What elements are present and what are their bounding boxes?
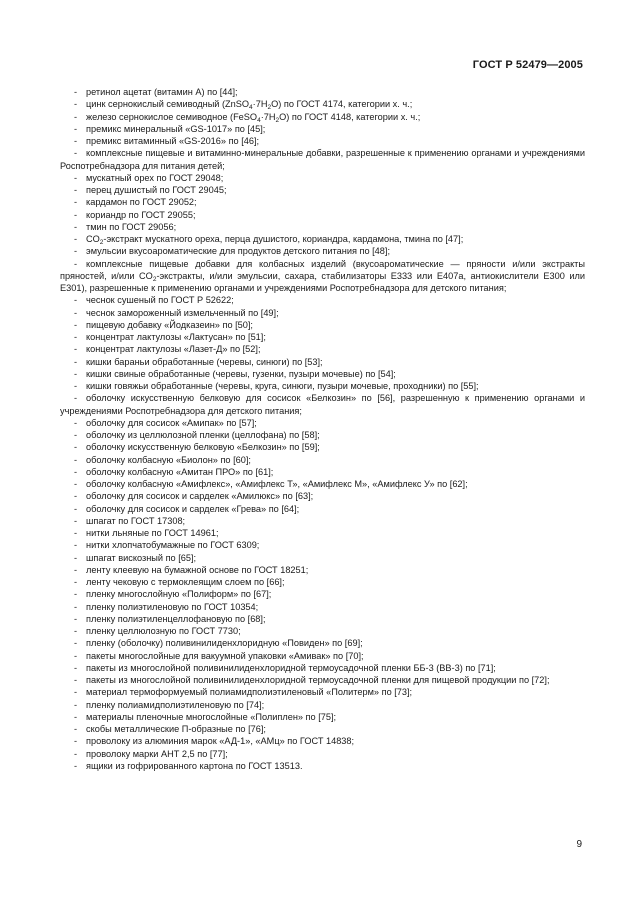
list-item — [60, 527, 585, 539]
list-dash: - — [74, 675, 78, 685]
list-item — [60, 478, 585, 490]
list-item-text: комплексные пищевые добавки для колбасных изделий (вкусоароматические — пряности и/или экстракты пряностей, и/или $CO_2$-экстракты, и/или эмульсии, сахара, стабилизаторы Е333 или Е407а, антиокислители Е300 или Е301), разрешенные к применению органами и учреждениями Роспотребнадзора для детского питания; — [60, 258, 585, 293]
list-dash: - — [74, 760, 78, 771]
list-item — [60, 331, 585, 343]
list-item-text: оболочку колбасную «Амифлекс», «Амифлекс Т», «Амифлекс М», «Амифлекс У» по [62]; — [86, 479, 468, 489]
list-dash: - — [74, 344, 78, 355]
list-item-text: оболочку для сосисок и сарделек «Грева» по [64]; — [86, 503, 300, 514]
list-item — [60, 135, 585, 147]
list-item — [60, 368, 585, 380]
list-dash: - — [74, 724, 78, 734]
list-item — [60, 650, 585, 662]
list-dash: - — [74, 99, 78, 110]
list-item — [60, 637, 585, 649]
list-item — [60, 294, 585, 306]
list-dash: - — [74, 307, 78, 318]
list-item — [60, 343, 585, 355]
list-dash: - — [74, 221, 78, 232]
list-item — [60, 184, 585, 196]
standard-header: ГОСТ Р 52479—2005 — [472, 59, 583, 71]
list-dash: - — [74, 687, 78, 698]
list-item-text: оболочку искусственную белковую «Белкозин» по [59]; — [86, 442, 320, 453]
list-item — [60, 748, 585, 760]
list-dash: - — [74, 503, 78, 514]
list-item — [60, 86, 585, 98]
list-item — [60, 552, 585, 564]
list-dash: - — [74, 466, 78, 477]
list-dash: - — [74, 148, 78, 159]
list-item-text: кишки бараньи обработанные (черевы, синюги) по [53]; — [86, 356, 323, 367]
list-item-text: концентрат лактулозы «Лазет-Д» по [52]; — [86, 344, 261, 355]
list-dash: - — [74, 356, 78, 367]
list-item-text: пакеты многослойные для вакуумной упаковки «Амивак» по [70]; — [86, 650, 364, 661]
list-dash: - — [74, 528, 78, 538]
list-item — [60, 147, 585, 172]
list-dash: - — [74, 515, 78, 526]
list-item — [60, 576, 585, 588]
list-item — [60, 760, 585, 772]
list-item-text: пленку (оболочку) поливинилиденхлоридную «Повиден» по [69]; — [86, 638, 363, 649]
list-dash: - — [74, 699, 78, 710]
list-item-text: оболочку колбасную «Амитан ПРО» по [61]; — [86, 466, 274, 477]
list-item-text: оболочку колбасную «Биолон» по [60]; — [86, 454, 251, 465]
list-item — [60, 613, 585, 625]
list-item — [60, 123, 585, 135]
list-dash: - — [74, 711, 78, 722]
list-item-text: $CO_2$-экстракт мускатного ореха, перца душистого, кориандра, кардамона, тмина по [47]; — [86, 234, 464, 246]
list-item-text: кориандр по ГОСТ 29055; — [86, 209, 196, 220]
list-dash: - — [74, 540, 78, 551]
list-item — [60, 429, 585, 441]
list-dash: - — [74, 626, 78, 636]
list-dash: - — [74, 564, 78, 575]
list-item-text: шпагат по ГОСТ 17308; — [86, 515, 186, 526]
list-item — [60, 356, 585, 368]
list-dash: - — [74, 430, 78, 440]
list-item-text: эмульсии вкусоароматические для продуктов детского питания по [48]; — [86, 246, 390, 257]
list-dash: - — [74, 258, 78, 269]
list-dash: - — [74, 454, 78, 465]
list-item-text: оболочку искусственную белковую для сосисок «Белкозин» по [56], разрешенную к применению органами и учреждениями Роспотребнадзора для детского питания; — [60, 393, 585, 416]
list-item — [60, 307, 585, 319]
list-item-text: нитки льняные по ГОСТ 14961; — [86, 528, 219, 538]
list-item-text: оболочку из целлюлозной пленки (целлофана) по [58]; — [86, 430, 320, 440]
list-item — [60, 417, 585, 429]
list-item-text: мускатный орех по ГОСТ 29048; — [86, 172, 224, 183]
list-item-text: пленку целлюлозную по ГОСТ 7730; — [86, 626, 241, 636]
list-item-text: материалы пленочные многослойные «Полиплен» по [75]; — [86, 711, 337, 722]
list-dash: - — [74, 381, 78, 391]
list-item-text: пленку полиамидполиэтиленовую по [74]; — [86, 699, 265, 710]
list-item — [60, 674, 585, 686]
list-item — [60, 245, 585, 257]
list-item — [60, 233, 585, 245]
list-item — [60, 662, 585, 674]
list-item-text: чеснок сушеный по ГОСТ Р 52622; — [86, 295, 234, 306]
list-item — [60, 209, 585, 221]
list-item — [60, 564, 585, 576]
list-item — [60, 699, 585, 711]
list-item-text: пакеты из многослойной поливинилиденхлоридной термоусадочной пленки ББ-3 (ВВ-3) по [71]; — [86, 662, 496, 673]
list-dash: - — [74, 87, 78, 97]
list-dash: - — [74, 246, 78, 257]
list-item — [60, 319, 585, 331]
list-item — [60, 503, 585, 515]
list-dash: - — [74, 650, 78, 661]
list-item — [60, 515, 585, 527]
list-item-text: премикс витаминный «GS-2016» по [46]; — [86, 136, 260, 146]
list-item — [60, 539, 585, 551]
list-item — [60, 601, 585, 613]
list-dash: - — [74, 295, 78, 306]
list-item-text: пленку многослойную «Полиформ» по [67]; — [86, 589, 272, 600]
list-item-text: комплексные пищевые и витаминно-минеральные добавки, разрешенные к применению органами и учреждениями Роспотребнадзора для питания детей; — [60, 148, 585, 171]
list-item-text: нитки хлопчатобумажные по ГОСТ 6309; — [86, 540, 260, 551]
list-item-text: проволоку из алюминия марок «АД-1», «АМц» по ГОСТ 14838; — [86, 736, 355, 747]
list-dash: - — [74, 736, 78, 747]
list-dash: - — [74, 662, 78, 673]
list-dash: - — [74, 111, 78, 122]
list-item — [60, 625, 585, 637]
list-dash: - — [74, 123, 78, 134]
list-dash: - — [74, 442, 78, 453]
list-dash: - — [74, 234, 78, 244]
list-item-text: пленку полиэтиленцеллофановую по [68]; — [86, 613, 266, 624]
list-dash: - — [74, 748, 78, 759]
list-item — [60, 221, 585, 233]
list-item-text: ленту клеевую на бумажной основе по ГОСТ 18251; — [86, 564, 309, 575]
list-item — [60, 258, 585, 295]
list-dash: - — [74, 393, 78, 404]
list-item — [60, 490, 585, 502]
list-item-text: кардамон по ГОСТ 29052; — [86, 197, 197, 208]
list-item-text: ящики из гофрированного картона по ГОСТ 13513. — [86, 760, 303, 771]
list-item — [60, 441, 585, 453]
list-dash: - — [74, 197, 78, 208]
list-item — [60, 466, 585, 478]
list-item — [60, 735, 585, 747]
list-item-text: перец душистый по ГОСТ 29045; — [86, 185, 227, 195]
list-item — [60, 588, 585, 600]
list-item — [60, 723, 585, 735]
list-item — [60, 686, 585, 698]
list-item — [60, 711, 585, 723]
list-item-text: пленку полиэтиленовую по ГОСТ 10354; — [86, 601, 259, 612]
list-item — [60, 172, 585, 184]
list-item-text: кишки говяжьи обработанные (черевы, круга, синюги, пузыри мочевые, проходники) по [55]; — [86, 381, 479, 391]
list-item — [60, 454, 585, 466]
list-item-text: ленту чековую с термоклеящим слоем по [66]; — [86, 577, 285, 587]
list-item — [60, 196, 585, 208]
list-item-text: цинк сернокислый семиводный $(ZnSO_4\cdot 7H_2O)$ по ГОСТ 4174, категории х. ч.; — [86, 99, 413, 112]
list-dash: - — [74, 589, 78, 600]
list-item-text: оболочку для сосисок «Амипак» по [57]; — [86, 417, 257, 428]
page-number: 9 — [576, 839, 582, 850]
list-item-text: пищевую добавку «Йодказеин» по [50]; — [86, 319, 253, 330]
list-item-text: железо сернокислое семиводное $(FeSO_4\cdot 7H_2O)$ по ГОСТ 4148, категории х. ч.; — [86, 111, 421, 124]
list-dash: - — [74, 613, 78, 624]
list-dash: - — [74, 601, 78, 612]
list-dash: - — [74, 417, 78, 428]
list-item-text: премикс минеральный «GS-1017» по [45]; — [86, 123, 266, 134]
list-item-text: кишки свиные обработанные (черевы, гузенки, пузыри мочевые) по [54]; — [86, 368, 396, 379]
list-dash: - — [74, 577, 78, 587]
list-dash: - — [74, 172, 78, 183]
list-item — [60, 392, 585, 417]
document-body — [60, 86, 585, 772]
list-item-text: скобы металлические П-образные по [76]; — [86, 724, 266, 734]
list-item-text: ретинол ацетат (витамин А) по [44]; — [86, 87, 238, 97]
list-item-text: проволоку марки АНТ 2,5 по [77]; — [86, 748, 228, 759]
list-dash: - — [74, 185, 78, 195]
list-dash: - — [74, 319, 78, 330]
list-item — [60, 111, 585, 123]
list-item-text: концентрат лактулозы «Лактусан» по [51]; — [86, 332, 266, 342]
list-dash: - — [74, 491, 78, 502]
list-dash: - — [74, 638, 78, 649]
list-dash: - — [74, 332, 78, 342]
list-item-text: шпагат вискозный по [65]; — [86, 552, 197, 563]
list-item — [60, 98, 585, 110]
list-item-text: пакеты из многослойной поливинилиденхлоридной термоусадочной пленки для пищевой продукции по [72]; — [86, 675, 550, 685]
list-dash: - — [74, 368, 78, 379]
list-item-text: чеснок замороженный измельченный по [49]; — [86, 307, 279, 318]
list-dash: - — [74, 479, 78, 489]
list-item-text: материал термоформуемый полиамидполиэтиленовый «Политерм» по [73]; — [86, 687, 413, 698]
list-dash: - — [74, 136, 78, 146]
list-item-text: оболочку для сосисок и сарделек «Амилюкс» по [63]; — [86, 491, 314, 502]
list-dash: - — [74, 552, 78, 563]
list-item-text: тмин по ГОСТ 29056; — [86, 221, 177, 232]
list-item — [60, 380, 585, 392]
list-dash: - — [74, 209, 78, 220]
